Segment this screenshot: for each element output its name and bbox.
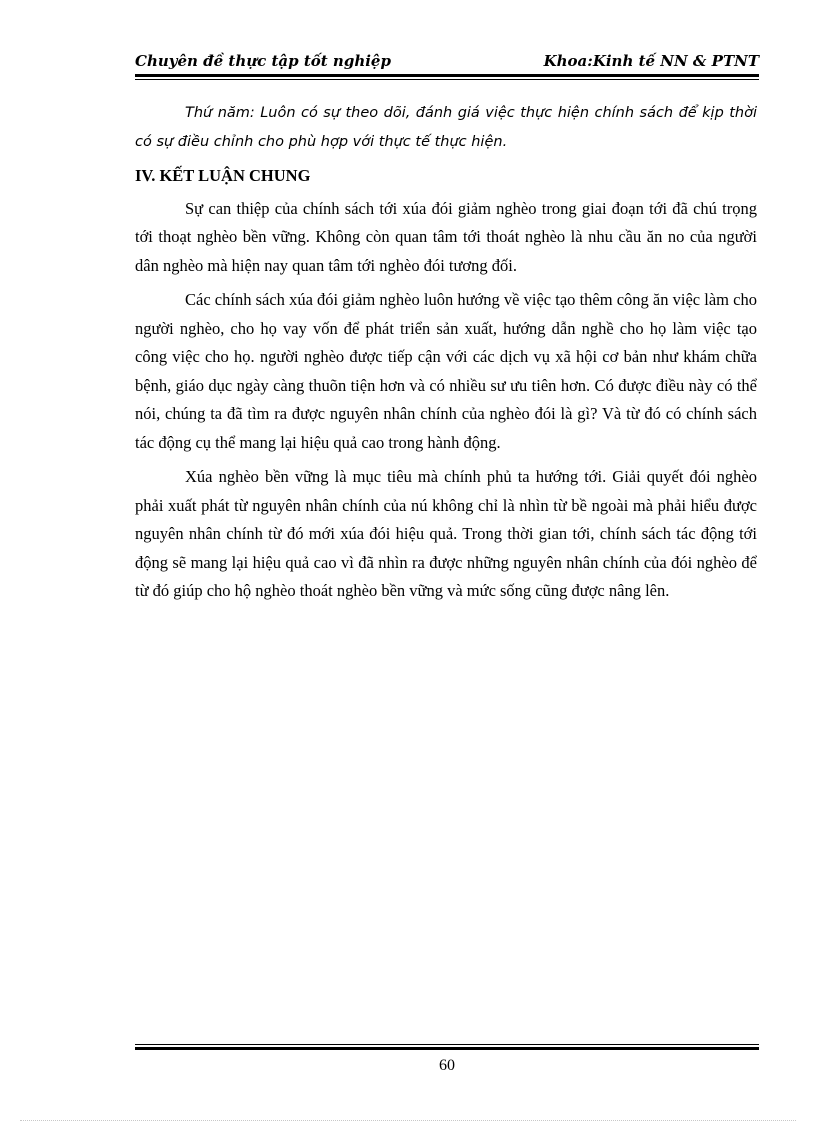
header-right-title: Khoa:Kinh tế NN & PTNT [543, 52, 759, 70]
header-rule-thin [135, 79, 759, 80]
page-number: 60 [439, 1057, 455, 1074]
header-rule-thick [135, 74, 759, 77]
header-left-title: Chuyên đề thực tập tốt nghiệp [135, 52, 391, 70]
body-paragraph: Xúa nghèo bền vững là mục tiêu mà chính phủ ta hướng tới. Giải quyết đói nghèo phải xuất phát từ nguyên nhân chính của nú không chỉ là nhìn từ bề ngoài mà phải hiểu được nguyên nhân chính từ đó mới xúa đói hiệu quả. Trong thời gian tới, chính sách tác động tới động sẽ mang lại hiệu quả cao vì đã nhìn ra được những nguyên nhân chính của đói nghèo để từ đó giúp cho hộ nghèo thoát nghèo bền vững và mức sống cũng được nâng lên. [135, 467, 757, 600]
body-paragraph: Sự can thiệp của chính sách tới xúa đói giảm nghèo trong giai đoạn tới đã chú trọng tới thoạt nghèo bền vững. Không còn quan tâm tới thoát nghèo là nhu cầu ăn no của người dân nghèo mà hiện nay quan tâm tới nghèo đói tương đối. [135, 198, 757, 275]
footer-rule-thin [135, 1044, 759, 1045]
footer-rule-thick [135, 1047, 759, 1050]
intro-italic-paragraph: Thứ năm: Luôn có sự theo dõi, đánh giá việc thực hiện chính sách để kịp thời có sự điều chỉnh cho phù hợp với thực tế thực hiện. [135, 105, 757, 150]
section-heading: IV. KẾT LUẬN CHUNG [135, 166, 311, 185]
page-edge-divider [20, 1120, 796, 1121]
page-header [135, 48, 759, 74]
body-paragraph: Các chính sách xúa đói giảm nghèo luôn hướng về việc tạo thêm công ăn việc làm cho người nghèo, cho họ vay vốn để phát triển sản xuất, hướng dẫn nghề cho họ làm việc tạo công việc cho họ. người nghèo được tiếp cận với các dịch vụ xã hội cơ bản như khám chữa bệnh, giáo dục ngày càng thuõn tiện hơn và có nhiều sư ưu tiên hơn. Có được điều này có thể nói, chúng ta đã tìm ra được nguyên nhân chính của nghèo đói là gì? Và từ đó có chính sách tác động cụ thể mang lại hiệu quả cao trong hành động. [135, 290, 757, 452]
page-body [135, 99, 757, 612]
